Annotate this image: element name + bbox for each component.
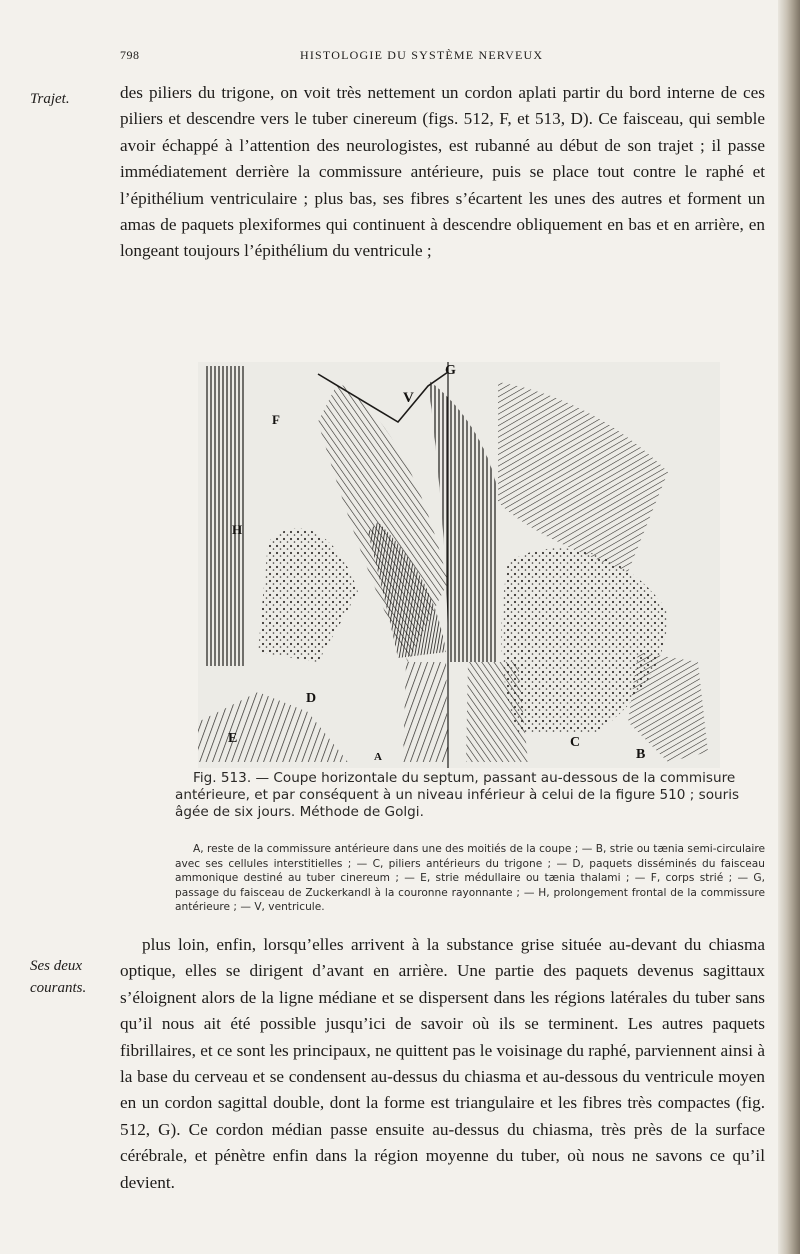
book-binding-edge <box>778 0 800 1254</box>
label-D: D <box>306 691 317 706</box>
piliers-trigone-left <box>403 662 448 762</box>
label-C: C <box>570 735 581 750</box>
figure-caption <box>175 770 765 821</box>
page-number: 798 <box>120 48 140 62</box>
margin-note-trajet: Trajet. <box>30 91 70 107</box>
figure-legend: A, reste de la commissure antérieure dans une des moitiés de la coupe ; — B, strie ou tænia semi-circulaire avec ses cellules interstitielles ; — C, piliers antérieurs du trigone ; — D, paquets disséminés du faisceau ammonique destiné au tuber cinereum ; — E, strie médullaire ou tænia thalami ; — F, corps strié ; — G, passage du faisceau de Zuckerkandl à la couronne rayonnante ; — H, prolongement frontal de la commissure antérieure ; — V, ventricule. <box>175 843 765 913</box>
figure-513 <box>198 362 720 768</box>
label-V: V <box>403 390 414 406</box>
piliers-trigone-right <box>466 662 528 762</box>
histology-illustration <box>198 362 720 768</box>
label-F: F <box>272 412 280 427</box>
paragraph-second: plus loin, enfin, lorsqu’elles arrivent à la substance grise située au-devant du chiasma optique, elles se dirigent d’avant en arrière. Une partie des paquets devenus sagittaux s’éloignent alors de la ligne médiane et se dispersent dans les régions latérales du tuber sans qu’il nous ait été possible jusqu’ici de savoir où ils se terminent. Les autres paquets fibrillaires, et ce sont les principaux, ne quittent pas le voisinage du raphé, parviennent ainsi à la base du cerveau et se condensent au-dessus du chiasma et au-dessous du ventricule moyen en un cordon sagittal double, dont la forme est triangulaire et les fibres très compactes (fig. 512, G). Ce cordon médian passe ensuite au-dessus du chiasma, très près de la surface cérébrale, et pénètre enfin dans la région moyenne du tuber, où nous ne savons ce qu’il devient. <box>120 935 765 1192</box>
label-E: E <box>228 731 238 746</box>
paragraph-first: des piliers du trigone, on voit très nettement un cordon aplati partir du bord interne de ces piliers et descendre vers le tuber cinereum (figs. 512, F, et 513, D). Ce faisceau, qui semble avoir échappé à l’attention des neurologistes, est rubanné au début de son trajet ; il passe immédiatement derrière la commissure antérieure, puis se place tout contre le raphé et l’épithélium ventriculaire ; plus bas, ses fibres s’écartent les unes des autres et forment un amas de paquets plexiformes qui continuent à descendre obliquement en bas et en arrière, en longeant toujours l’épithélium du ventricule ; <box>120 83 765 261</box>
label-G: G <box>445 363 456 378</box>
label-H: H <box>232 522 243 537</box>
running-head: HISTOLOGIE DU SYSTÈME NERVEUX <box>300 48 544 62</box>
margin-note-line-2: courants. <box>30 980 87 996</box>
margin-note-line-1: Ses deux <box>30 958 83 974</box>
label-A: A <box>374 751 382 763</box>
caption-text: Fig. 513. — Coupe horizontale du septum, passant au-dessous de la commisure antérieure, et par conséquent à un niveau inférieur à celui de la figure 510 ; souris âgée de six jours. Méthode de Golgi. <box>175 770 740 820</box>
corps-strie-region <box>204 366 246 666</box>
label-B: B <box>636 747 646 762</box>
page-header <box>0 48 780 68</box>
margin-note-ses-deux-courants <box>30 955 86 999</box>
